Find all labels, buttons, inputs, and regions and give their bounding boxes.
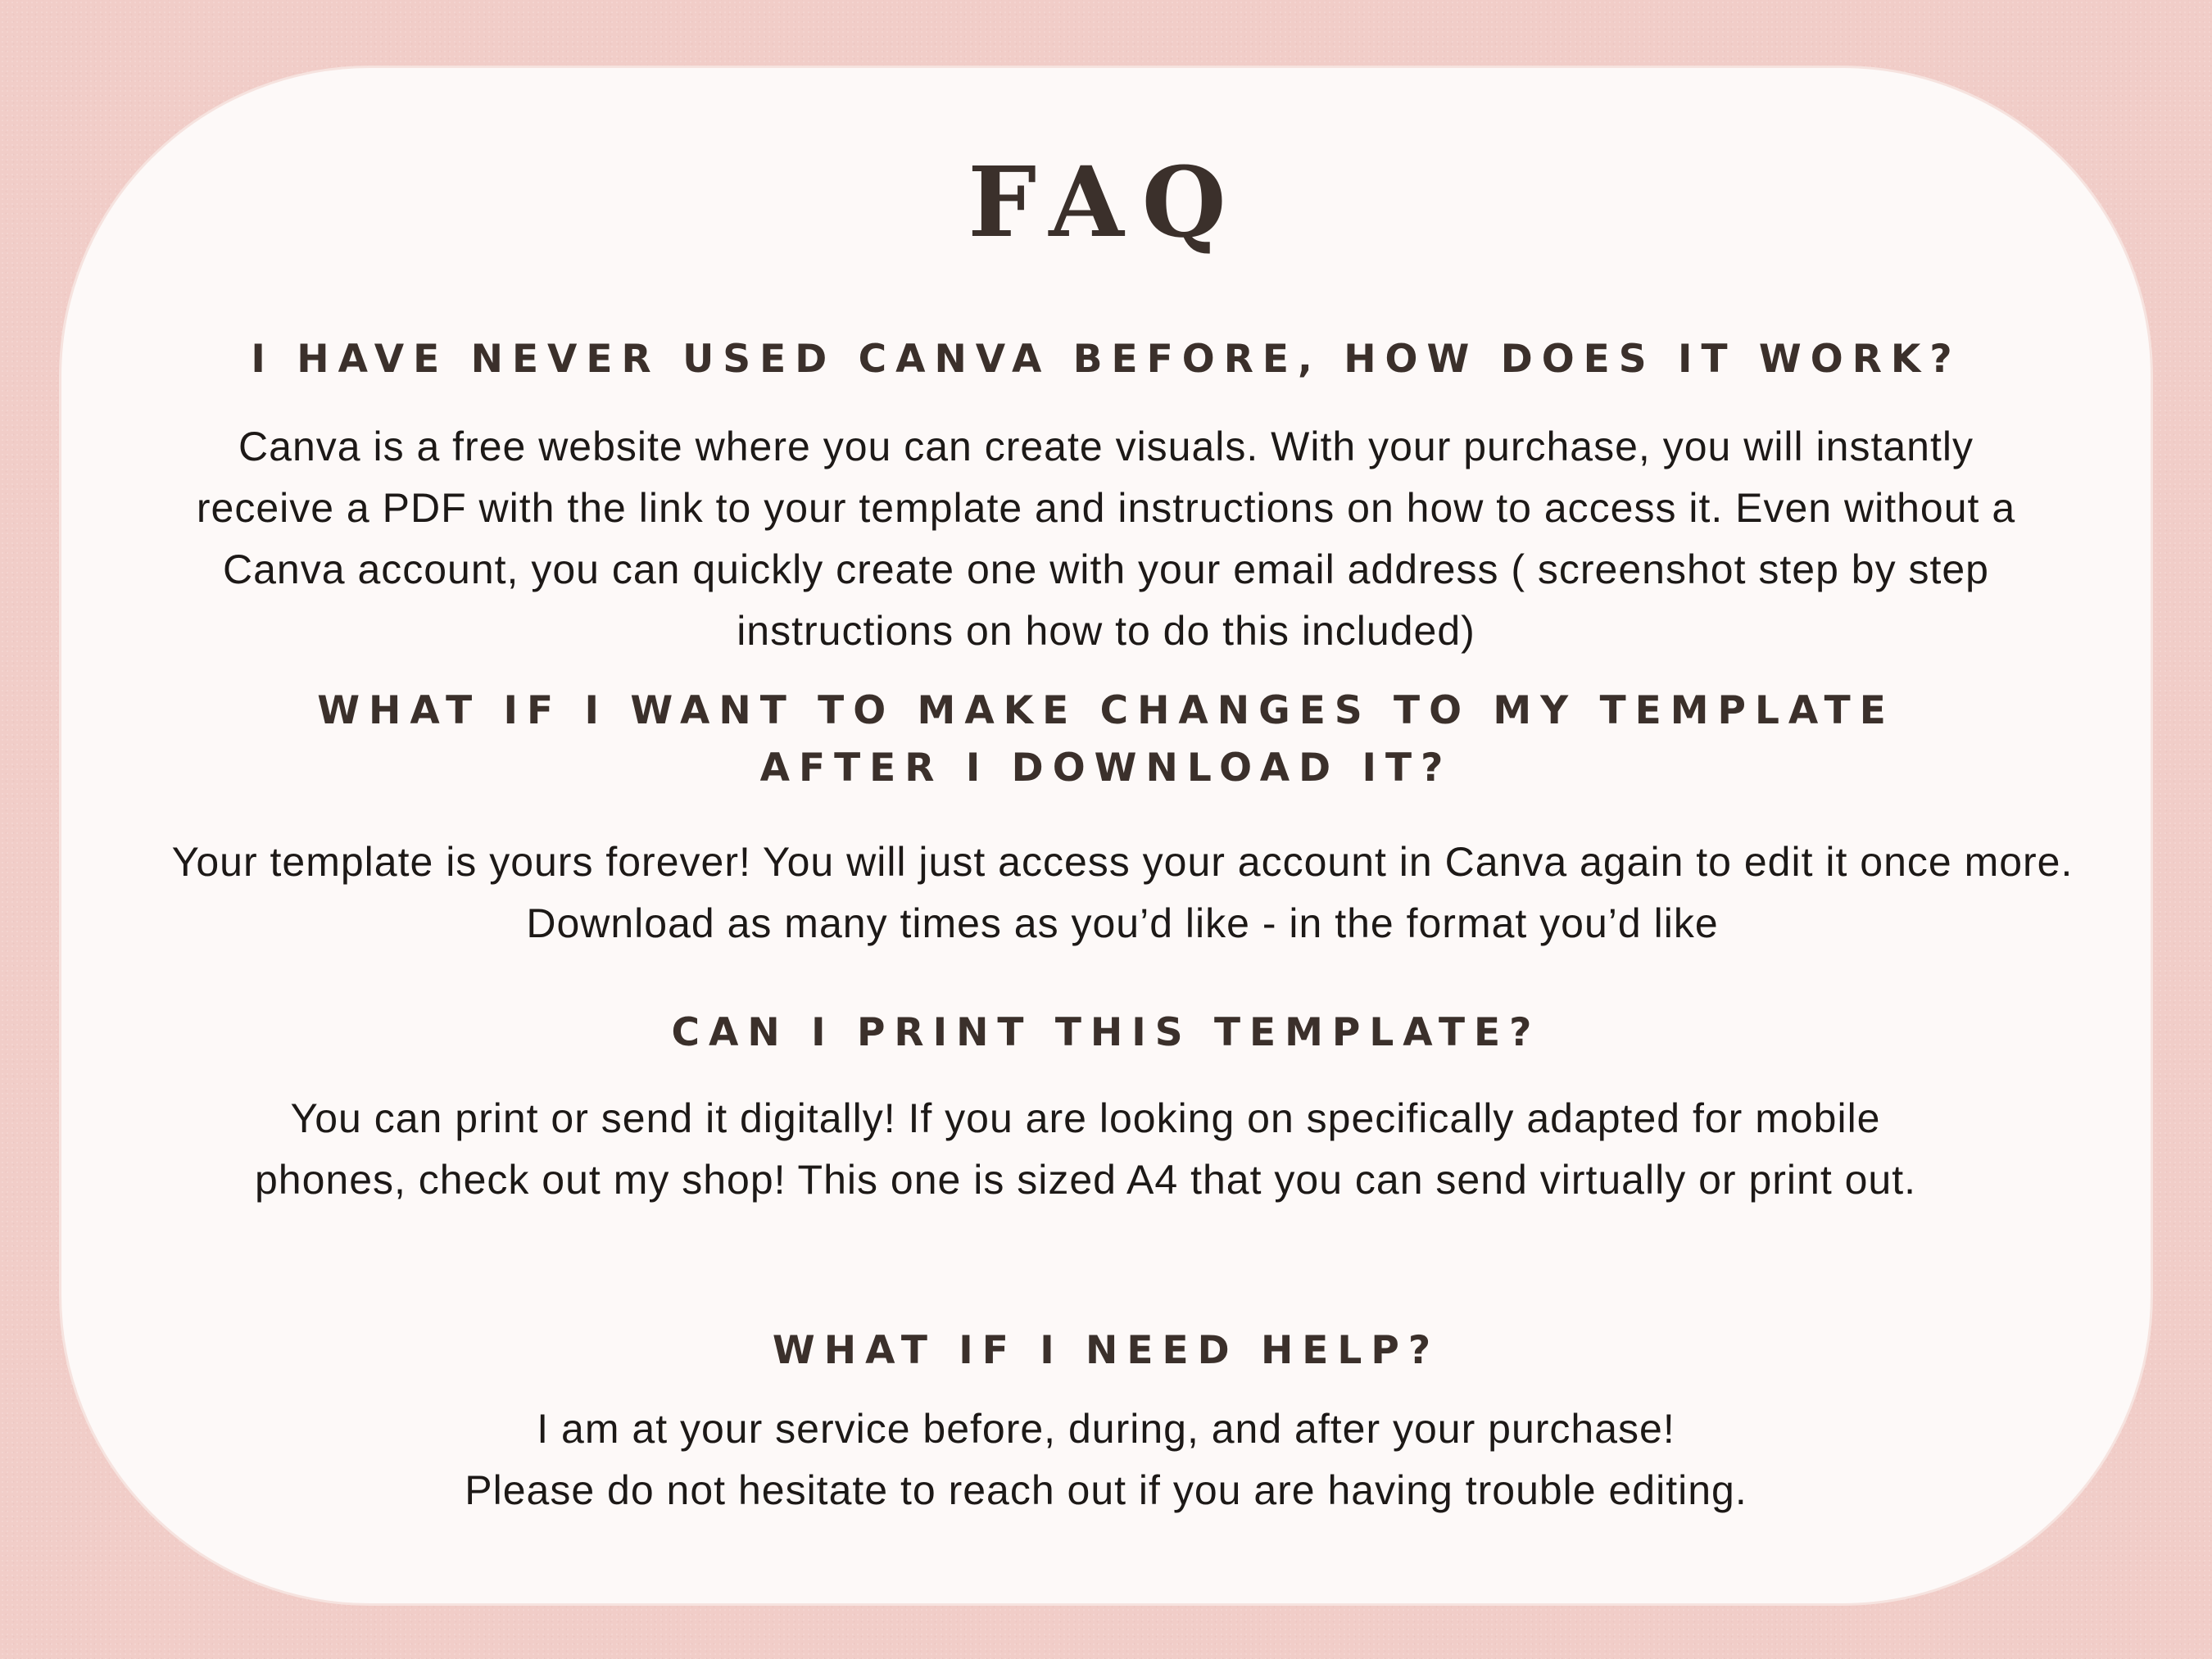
- faq-answer-1: Canva is a free website where you can create visuals. With your purchase, you will instantly receive a PDF with the link to your template and instructions on how to access it. Even without a Canva account, you can quickly create one with your email address ( screenshot step by step instructions on how to do this included): [196, 424, 2016, 654]
- faq-question-1: I HAVE NEVER USED CANVA BEFORE, HOW DOES IT WORK?: [251, 337, 1961, 382]
- faq-answer-4-line-1: I am at your service before, during, and after your purchase!: [537, 1406, 1675, 1452]
- faq-answer-2: Your template is yours forever! You will just access your account in Canva again to edit it once more. Download as many times as you’d like - in the format you’d like: [171, 839, 2074, 946]
- faq-question-2: WHAT IF I WANT TO MAKE CHANGES TO MY TEMPLATE AFTER I DOWNLOAD IT?: [317, 688, 1895, 791]
- faq-question-4: WHAT IF I NEED HELP?: [772, 1328, 1440, 1373]
- faq-question-3: CAN I PRINT THIS TEMPLATE?: [671, 1010, 1541, 1055]
- faq-answer-4: [0, 1398, 2212, 1521]
- faq-answer-3: You can print or send it digitally! If you are looking on specifically adapted for mobile phones, check out my shop! This one is sized A4 that you can send virtually or print out.: [254, 1095, 1917, 1203]
- page-title: FAQ: [968, 145, 1244, 259]
- faq-answer-4-line-2: Please do not hesitate to reach out if you are having trouble editing.: [465, 1467, 1747, 1513]
